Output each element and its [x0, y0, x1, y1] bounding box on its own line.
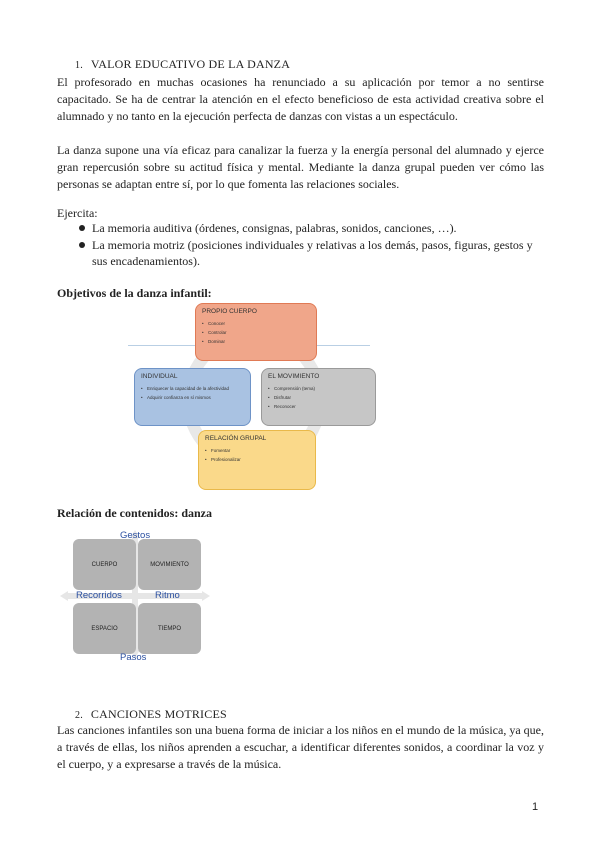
box-title: PROPIO CUERPO	[202, 308, 257, 315]
box-item: • Enriquecer la capacidad de la afectividad	[141, 384, 244, 393]
box-item: • Disfrutar	[268, 393, 369, 402]
axis-label-pasos: Pasos	[120, 652, 147, 663]
box-item: • Dominar	[202, 337, 310, 346]
box-relacion-grupal	[198, 430, 316, 490]
axis-label-gestos: Gestos	[120, 530, 151, 541]
box-el-movimiento	[261, 368, 376, 426]
paragraph-2: La danza supone una vía eficaz para canalizar la fuerza y la energía personal del alumnado y ejerce gran repercusión sobre su actitud física y mental. Mediante la danza grupal pueden ver cómo las personas se adaptan entre sí, por lo que fomenta las relaciones sociales.	[57, 143, 544, 191]
box-title: INDIVIDUAL	[141, 373, 178, 380]
exercises-list	[57, 220, 547, 270]
exercises-intro: Ejercita:	[57, 206, 98, 220]
box-item: • Controlar	[202, 328, 310, 337]
section-2-heading	[75, 707, 227, 722]
paragraph-3: Las canciones infantiles son una buena forma de iniciar a los niños en el mundo de la música, ya que, a través de ellas, los niños aprenden a escuchar, a identificar diferentes sonidos, a coordinar la voz y el cuerpo, y a expresarse a través de la música.	[57, 723, 544, 771]
grid-cell-cuerpo: CUERPO	[73, 539, 136, 590]
box-title: EL MOVIMIENTO	[268, 373, 320, 380]
section-2-number: 2.	[75, 710, 83, 721]
axis-label-ritmo: Ritmo	[155, 590, 180, 601]
box-item: • Profesionalizar	[205, 455, 309, 464]
box-item: • Reconocer	[268, 402, 369, 411]
list-item: La memoria auditiva (órdenes, consignas, palabras, sonidos, canciones, …).	[57, 220, 547, 237]
box-item: • Adquirir confianza en sí mismos	[141, 393, 244, 402]
box-item: • Comprensión (tema)	[268, 384, 369, 393]
objectives-cycle-diagram	[128, 302, 376, 494]
box-item: • Fomentar	[205, 446, 309, 455]
grid-cell-tiempo: TIEMPO	[138, 603, 201, 654]
section-1-heading	[75, 57, 290, 72]
box-title: RELACIÓN GRUPAL	[205, 435, 267, 442]
section-1-title: VALOR EDUCATIVO DE LA DANZA	[90, 57, 291, 71]
box-propio-cuerpo	[195, 303, 317, 361]
section-1-number: 1.	[75, 60, 83, 71]
objectives-heading: Objetivos de la danza infantil:	[57, 286, 212, 300]
list-item: La memoria motriz (posiciones individuales y relativas a los demás, pasos, figuras, gestos y sus encadenamientos).	[57, 237, 547, 270]
contents-grid-diagram	[60, 528, 210, 662]
paragraph-1: El profesorado en muchas ocasiones ha renunciado a su aplicación por temor a no sentirse capacitado. Se ha de centrar la atención en el efecto beneficioso de esta actividad creativa sobre el alumnado y no tanto en la ejecución perfecta de danzas con vistas a un espectáculo.	[57, 75, 544, 123]
box-item: • Conocer	[202, 319, 310, 328]
box-individual	[134, 368, 251, 426]
contents-heading: Relación de contenidos: danza	[57, 506, 213, 520]
grid-cell-espacio: ESPACIO	[73, 603, 136, 654]
page-number: 1	[532, 801, 539, 813]
grid-cell-movimiento: MOVIMIENTO	[138, 539, 201, 590]
axis-label-recorridos: Recorridos	[76, 590, 122, 601]
section-2-title: CANCIONES MOTRICES	[90, 707, 227, 721]
